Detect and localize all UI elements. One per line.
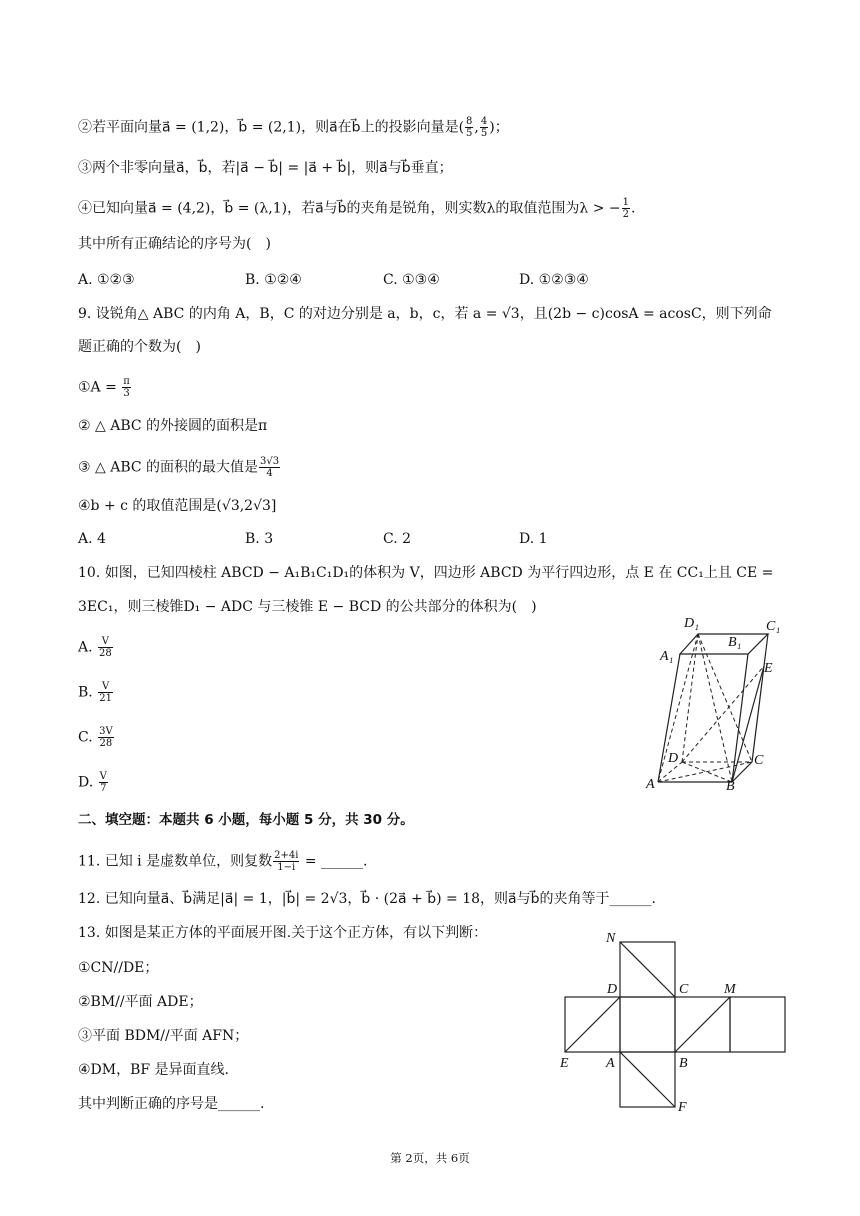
fraction: $\frac{V}{7}$ bbox=[99, 771, 107, 794]
q10-option-d[interactable]: D. $\frac{V}{7}$ bbox=[78, 771, 107, 794]
diag-d-e bbox=[682, 666, 764, 762]
label-a: A bbox=[646, 777, 655, 792]
q9-item-2: ② △ ABC 的外接圆的面积是π bbox=[78, 418, 268, 434]
label-d1: D₁ bbox=[684, 616, 699, 631]
q10-option-b[interactable]: B. $\frac{V}{21}$ bbox=[78, 681, 112, 704]
fraction: $\frac{3V}{28}$ bbox=[99, 726, 113, 749]
q9-option-c[interactable]: C. 2 bbox=[383, 531, 412, 547]
fraction: $\frac{3√3}{4}$ bbox=[260, 456, 280, 479]
q13-item-2: ②BM//平面 ADE； bbox=[78, 994, 203, 1010]
q9-option-a[interactable]: A. 4 bbox=[78, 531, 106, 547]
net-line-bm bbox=[675, 997, 730, 1052]
q10-option-a[interactable]: A. $\frac{V}{28}$ bbox=[78, 636, 112, 659]
net-line-af bbox=[620, 1052, 675, 1107]
net-label-a: A bbox=[606, 1056, 615, 1071]
section-heading: 二、填空题：本题共 6 小题，每小题 5 分，共 30 分。 bbox=[78, 812, 414, 828]
q10-option-c[interactable]: C. $\frac{3V}{28}$ bbox=[78, 726, 113, 749]
net-line-de bbox=[565, 997, 620, 1052]
net-label-e: E bbox=[560, 1056, 569, 1071]
net-label-f: F bbox=[678, 1100, 687, 1115]
label-c: C bbox=[754, 753, 764, 768]
q8-option-d[interactable]: D. ①②③④ bbox=[519, 272, 589, 288]
q12: 12. 已知向量a⃗、b⃗满足|a⃗| = 1，|b⃗| = 2√3，b⃗ · (2a⃗ + b⃗) = 18，则a⃗与b⃗的夹角等于______. bbox=[78, 891, 656, 907]
q9-stem-line-1: 9. 设锐角△ ABC 的内角 A，B，C 的对边分别是 a，b，c，若 a = √3，且(2b − c)cosA = acosC，则下列命 bbox=[78, 306, 772, 322]
label-a1: A₁ bbox=[660, 649, 674, 664]
fraction: $\frac{\pi}{3}$ bbox=[123, 376, 130, 399]
q8-item-3: ③两个非零向量a⃗，b⃗，若|a⃗ − b⃗| = |a⃗ + b⃗|，则a⃗与b⃗垂直； bbox=[78, 160, 453, 176]
diag-d1-b bbox=[698, 634, 732, 782]
label-b: B bbox=[726, 779, 735, 794]
prism-figure bbox=[640, 610, 790, 795]
net-line-cn bbox=[620, 942, 675, 997]
fraction: $\frac{V}{28}$ bbox=[99, 636, 112, 659]
fraction: $\frac{4}{5}$ bbox=[480, 116, 488, 139]
label-b1: B₁ bbox=[728, 635, 742, 650]
diag-d1-c bbox=[698, 634, 752, 762]
q9-option-d[interactable]: D. 1 bbox=[519, 531, 548, 547]
q8-prompt: 其中所有正确结论的序号为( ) bbox=[78, 236, 271, 252]
q13-item-3: ③平面 BDM//平面 AFN； bbox=[78, 1028, 249, 1044]
fraction: $\frac{V}{21}$ bbox=[99, 681, 112, 704]
q13-item-4: ④DM，BF 是异面直线. bbox=[78, 1062, 230, 1078]
net-label-m: M bbox=[724, 982, 736, 997]
fraction: $\frac{8}{5}$ bbox=[466, 116, 473, 139]
edge-c-c1 bbox=[752, 634, 768, 762]
label-d: D bbox=[668, 751, 679, 766]
q10-stem-line-2: 3EC₁，则三棱锥D₁ − ADC 与三棱锥 E − BCD 的公共部分的体积为( ) bbox=[78, 599, 537, 615]
q9-item-4: ④b + c 的取值范围是(√3,2√3] bbox=[78, 498, 277, 514]
fraction: $\frac{1}{2}$ bbox=[622, 197, 630, 220]
q13-item-1: ①CN//DE； bbox=[78, 960, 159, 976]
page-footer: 第 2页，共 6页 bbox=[390, 1151, 470, 1165]
edge-d-d1 bbox=[682, 634, 698, 762]
q10-stem-line-1: 10. 如图，已知四棱柱 ABCD − A₁B₁C₁D₁的体积为 V，四边形 ABCD 为平行四边形，点 E 在 CC₁上且 CE = bbox=[78, 565, 774, 581]
net-label-b: B bbox=[679, 1056, 688, 1071]
q8-option-a[interactable]: A. ①②③ bbox=[78, 272, 135, 288]
net-label-d: D bbox=[607, 982, 618, 997]
label-e: E bbox=[764, 661, 773, 676]
q8-item-4: ④已知向量a⃗ = (4,2)，b⃗ = (λ,1)，若a⃗与b⃗的夹角是锐角，则实数λ的取值范围为λ > − $\frac{1}{2}$ . bbox=[78, 197, 636, 220]
label-c1: C₁ bbox=[766, 619, 781, 634]
cube-net-figure bbox=[550, 925, 790, 1115]
q13-prompt: 其中判断正确的序号是______. bbox=[78, 1096, 265, 1112]
q8-item-2: ②若平面向量a⃗ = (1,2)，b⃗ = (2,1)，则a⃗在b⃗上的投影向量是( $\frac{8}{5}$ , $\frac{4}{5}$ )； bbox=[78, 116, 509, 139]
q9-item-1: ①A = $\frac{\pi}{3}$ bbox=[78, 376, 130, 399]
q13-stem: 13. 如图是某正方体的平面展开图.关于这个正方体，有以下判断： bbox=[78, 925, 488, 941]
q9-stem-line-2: 题正确的个数为( ) bbox=[78, 339, 201, 355]
q8-option-c[interactable]: C. ①③④ bbox=[383, 272, 440, 288]
net-label-c: C bbox=[679, 982, 689, 997]
net-square-center bbox=[620, 997, 675, 1052]
net-square-far-right bbox=[730, 997, 785, 1052]
q8-option-b[interactable]: B. ①②④ bbox=[245, 272, 302, 288]
q11: 11. 已知 i 是虚数单位，则复数 $\frac{2+4i}{1-i}$ = ______. bbox=[78, 850, 368, 873]
net-label-n: N bbox=[606, 931, 616, 946]
edge-b-b1 bbox=[732, 654, 748, 782]
q9-option-b[interactable]: B. 3 bbox=[245, 531, 274, 547]
fraction: $\frac{2+4i}{1-i}$ bbox=[274, 850, 299, 873]
q9-item-3: ③ △ ABC 的面积的最大值是 $\frac{3√3}{4}$ bbox=[78, 456, 280, 479]
